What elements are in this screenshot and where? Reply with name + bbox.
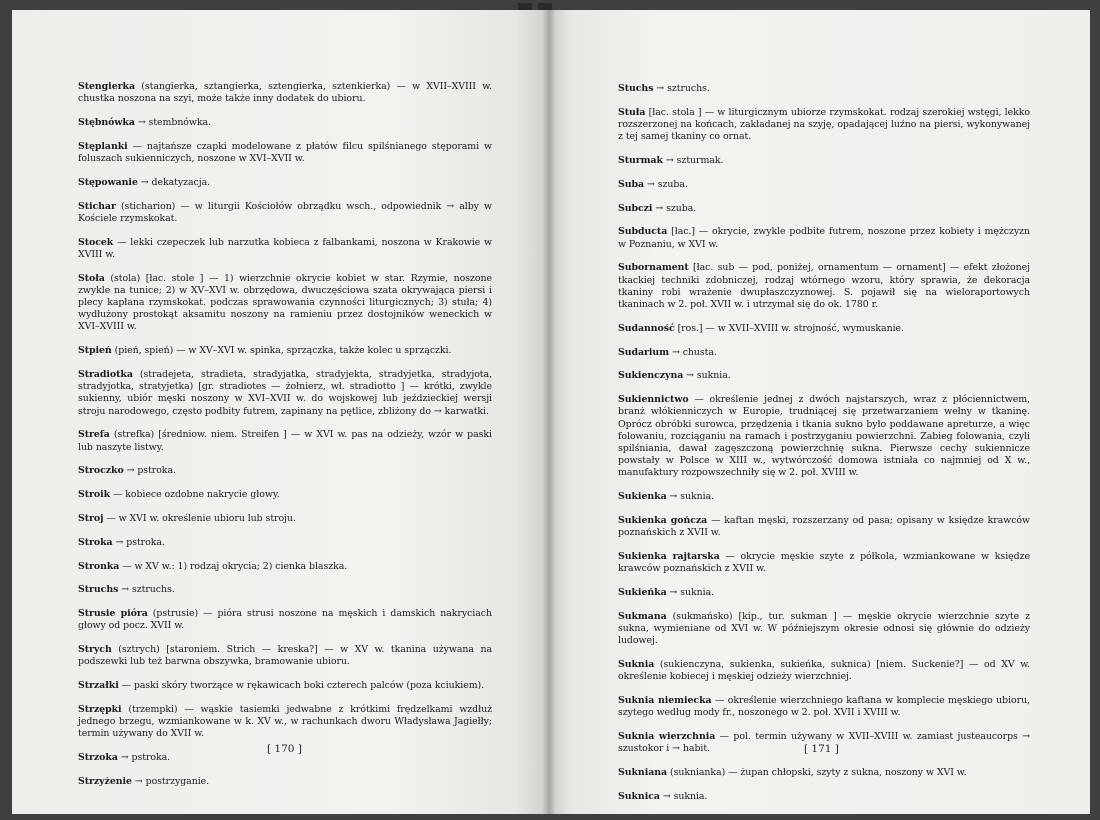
- dictionary-entry: Sukienka → suknia.: [618, 491, 715, 503]
- dictionary-entry: Stpień (pień, spień) — w XV–XVI w. spinka, sprzączka, także kolec u sprzączki.: [78, 345, 452, 357]
- dictionary-entry: Struchs → sztruchs.: [78, 584, 175, 596]
- open-book-spread: [12, 10, 1090, 814]
- dictionary-entry: Stuchs → sztruchs.: [618, 83, 710, 94]
- right-page: [548, 10, 1090, 814]
- dictionary-entry: Sukienka gończa — kaftan męski, rozszerzany od pasa; opisany w księdze krawców poznańskich z XVII w.: [618, 515, 1030, 539]
- dictionary-entry: Sudanność [ros.] — w XVII–XVIII w. strojność, wymuskanie.: [618, 322, 904, 334]
- dictionary-entry: Stroka → pstroka.: [78, 536, 165, 548]
- dictionary-entry: Stronka — w XV w.: 1) rodzaj okrycia; 2) cienka blaszka.: [78, 560, 348, 572]
- book-gutter: [542, 10, 556, 814]
- dictionary-entry: Stębnówka → stembnówka.: [78, 117, 211, 128]
- dictionary-entry: Strzoka → pstroka.: [78, 752, 171, 764]
- page-number-left: [ 170 ]: [267, 743, 302, 755]
- dictionary-entry: Strzałki — paski skóry tworzące w rękawicach boki czterech palców (poza kciukiem).: [78, 680, 485, 692]
- dictionary-entry: Sukienka rajtarska — okrycie męskie szyte z półkola, wzmiankowane w księdze krawców poznańskich z XVII w.: [618, 551, 1030, 575]
- dictionary-entry: Sukmana (sukmańsko) [kip., tur. sukman ] — męskie okrycie wierzchnie szyte z sukna, wymieniane od XVI w. W późniejszym okresie odnosi się głównie do odzieży ludowej.: [618, 610, 1030, 647]
- dictionary-entry: Sukiennictwo — określenie jednej z dwóch najstarszych, wraz z płóciennictwem, branż włókienniczych w Europie, trudniącej się przetwarzaniem wełny w tkaninę. Oprócz obróbki surowca, przędzenia i tkania sukno było poddawane apreturze, a więc folowaniu, rozciąganiu na ramach i postrzyganiu powierzchni. Zabieg folowania, czyli spilśniania, dawał zagęszczoną powierzchnię sukna. Pierwsze cechy sukiennicze powstały w Polsce w XIII w., wytwórczość domowa istniała co najmniej od X w., manufaktury rozpowszechniły się w 2. poł. XVIII w.: [618, 394, 1030, 479]
- dictionary-entry: Stroj — w XVI w. określenie ubioru lub stroju.: [78, 513, 296, 524]
- dictionary-entry: Stępowanie → dekatyzacja.: [78, 176, 211, 188]
- dictionary-entry: Suba → szuba.: [618, 178, 688, 190]
- dictionary-entry: Stęplanki — najtańsze czapki modelowane z płatów filcu spilśnianego stęporami w foluszach sukienniczych, noszone w XVI–XVII w.: [78, 140, 492, 164]
- dictionary-entry: Sukniana (suknianka) — żupan chłopski, szyty z sukna, noszony w XVI w.: [618, 767, 967, 778]
- dictionary-entry: Sturmak → szturmak.: [618, 155, 724, 166]
- dictionary-entry: Strych (sztrych) [staroniem. Strich — kreska?] — w XV w. tkanina używana na podszewki lub też barwna obszywka, bramowanie ubioru.: [78, 644, 492, 668]
- dictionary-entry: Stoła (stola) [łac. stole ] — 1) wierzchnie okrycie kobiet w star. Rzymie, noszone zwykle na tunice; 2) w XV–XVI w. obrzędowa, dwuczęściowa szata okrywająca piersi i plecy kapłana rzymskokat. podczas sprawowania czynności liturgicznych; 3) stuła; 4) wydłużony prostokąt aksamitu noszony na ramieniu przez dostojników weneckich w XVI–XVIII w.: [78, 272, 492, 333]
- dictionary-entry: Subducta [łac.] — okrycie, zwykle podbite futrem, noszone przez kobiety i mężczyzn w Poznaniu, w XVI w.: [618, 226, 1030, 250]
- dictionary-entry: Stengierka (stangierka, sztangierka, sztengierka, sztenkierka) — w XVII–XVIII w. chustka noszona na szyi, może także inny dodatek do ubioru.: [78, 81, 492, 105]
- dictionary-entry: Stradiotka (stradejeta, stradieta, stradyjatka, stradyjekta, stradyjetka, stradyjota, stradyjotka, stratyjetka) [gr. stradiotes — żołnierz, wł. stradiotto ] — krótki, zwykle sukienny, ubiór męski noszony w XVI–XVII w. do wojskowej lub jeździeckiej wersji stroju narodowego, często podbity futrem, zapinany na pętlice, zbliżony do → karwatki.: [78, 369, 492, 417]
- dictionary-entry: Stichar (sticharion) — w liturgii Kościołów obrządku wsch., odpowiednik → alby w Kościele rzymskokat.: [78, 200, 492, 224]
- dictionary-entry: Suknia wierzchnia — pol. termin używany w XVII–XVIII w. zamiast justeaucorps → szustokor i → habit.: [618, 731, 1030, 755]
- dictionary-entry: Strzyżenie → postrzyganie.: [78, 775, 210, 787]
- dictionary-entry: Sudarium → chusta.: [618, 346, 717, 358]
- left-page: [12, 10, 548, 814]
- dictionary-entry: Stocek — lekki czepeczek lub narzutka kobieca z falbankami, noszona w Krakowie w XVIII w.: [78, 236, 492, 260]
- dictionary-entry: Subornament [łac. sub — pod, poniżej, ornamentum — ornament] — efekt złożonej tkackiej techniki zdobniczej, rodzaj wtórnego wzoru, który sprawia, że dekoracja tkaniny robi wrażenie dwupłaszczyznowej. S. pojawił się na wieloraportowych tkaninach w 2. poł. XVII w. i utrzymał się do ok. 1780 r.: [618, 262, 1030, 310]
- dictionary-entry: Sukienczyna → suknia.: [618, 370, 731, 382]
- dictionary-entry: Strusie pióra (pstrusie) — pióra strusi noszone na męskich i damskich nakryciach głowy od pocz. XVII w.: [78, 608, 492, 632]
- right-page-entries: [618, 83, 1030, 814]
- dictionary-entry: Sukieńka → suknia.: [618, 587, 715, 598]
- dictionary-entry: Suknica → suknia.: [618, 790, 708, 802]
- dictionary-entry: Strefa (strefka) [średniow. niem. Streifen ] — w XVI w. pas na odzieży, wzór w paski lub naszyte listwy.: [78, 429, 492, 453]
- dictionary-entry: Strzępki (trzempki) — wąskie tasiemki jedwabne z krótkimi frędzelkami wzdłuż jednego brzegu, wzmiankowane w k. XV w., w rachunkach dworu Władysława Jagiełły; termin używany do XVII w.: [78, 703, 492, 740]
- dictionary-entry: Stroczko → pstroka.: [78, 465, 176, 477]
- page-number-right: [ 171 ]: [804, 743, 839, 755]
- left-page-entries: [78, 81, 492, 800]
- dictionary-entry: Suknia niemiecka — określenie wierzchniego kaftana w komplecie męskiego ubioru, szytego według mody fr., noszonego w 2. poł. XVII i XVIII w.: [618, 695, 1030, 719]
- dictionary-entry: Subczi → szuba.: [618, 202, 697, 214]
- dictionary-entry: Suknia (sukienczyna, sukienka, sukieńka, suknica) [niem. Suckenie?] — od XV w. określenie kobiecej i męskiej odzieży wierzchniej.: [618, 659, 1030, 683]
- dictionary-entry: Stuła [łac. stola ] — w liturgicznym ubiorze rzymskokat. rodzaj szerokiej wstęgi, lekko rozszerzonej na końcach, zakładanej na szyję, opadającej luźno na piersi, wykonywanej z tej samej tkaniny co ornat.: [618, 106, 1030, 143]
- dictionary-entry: Stroik — kobiece ozdobne nakrycie głowy.: [78, 489, 280, 501]
